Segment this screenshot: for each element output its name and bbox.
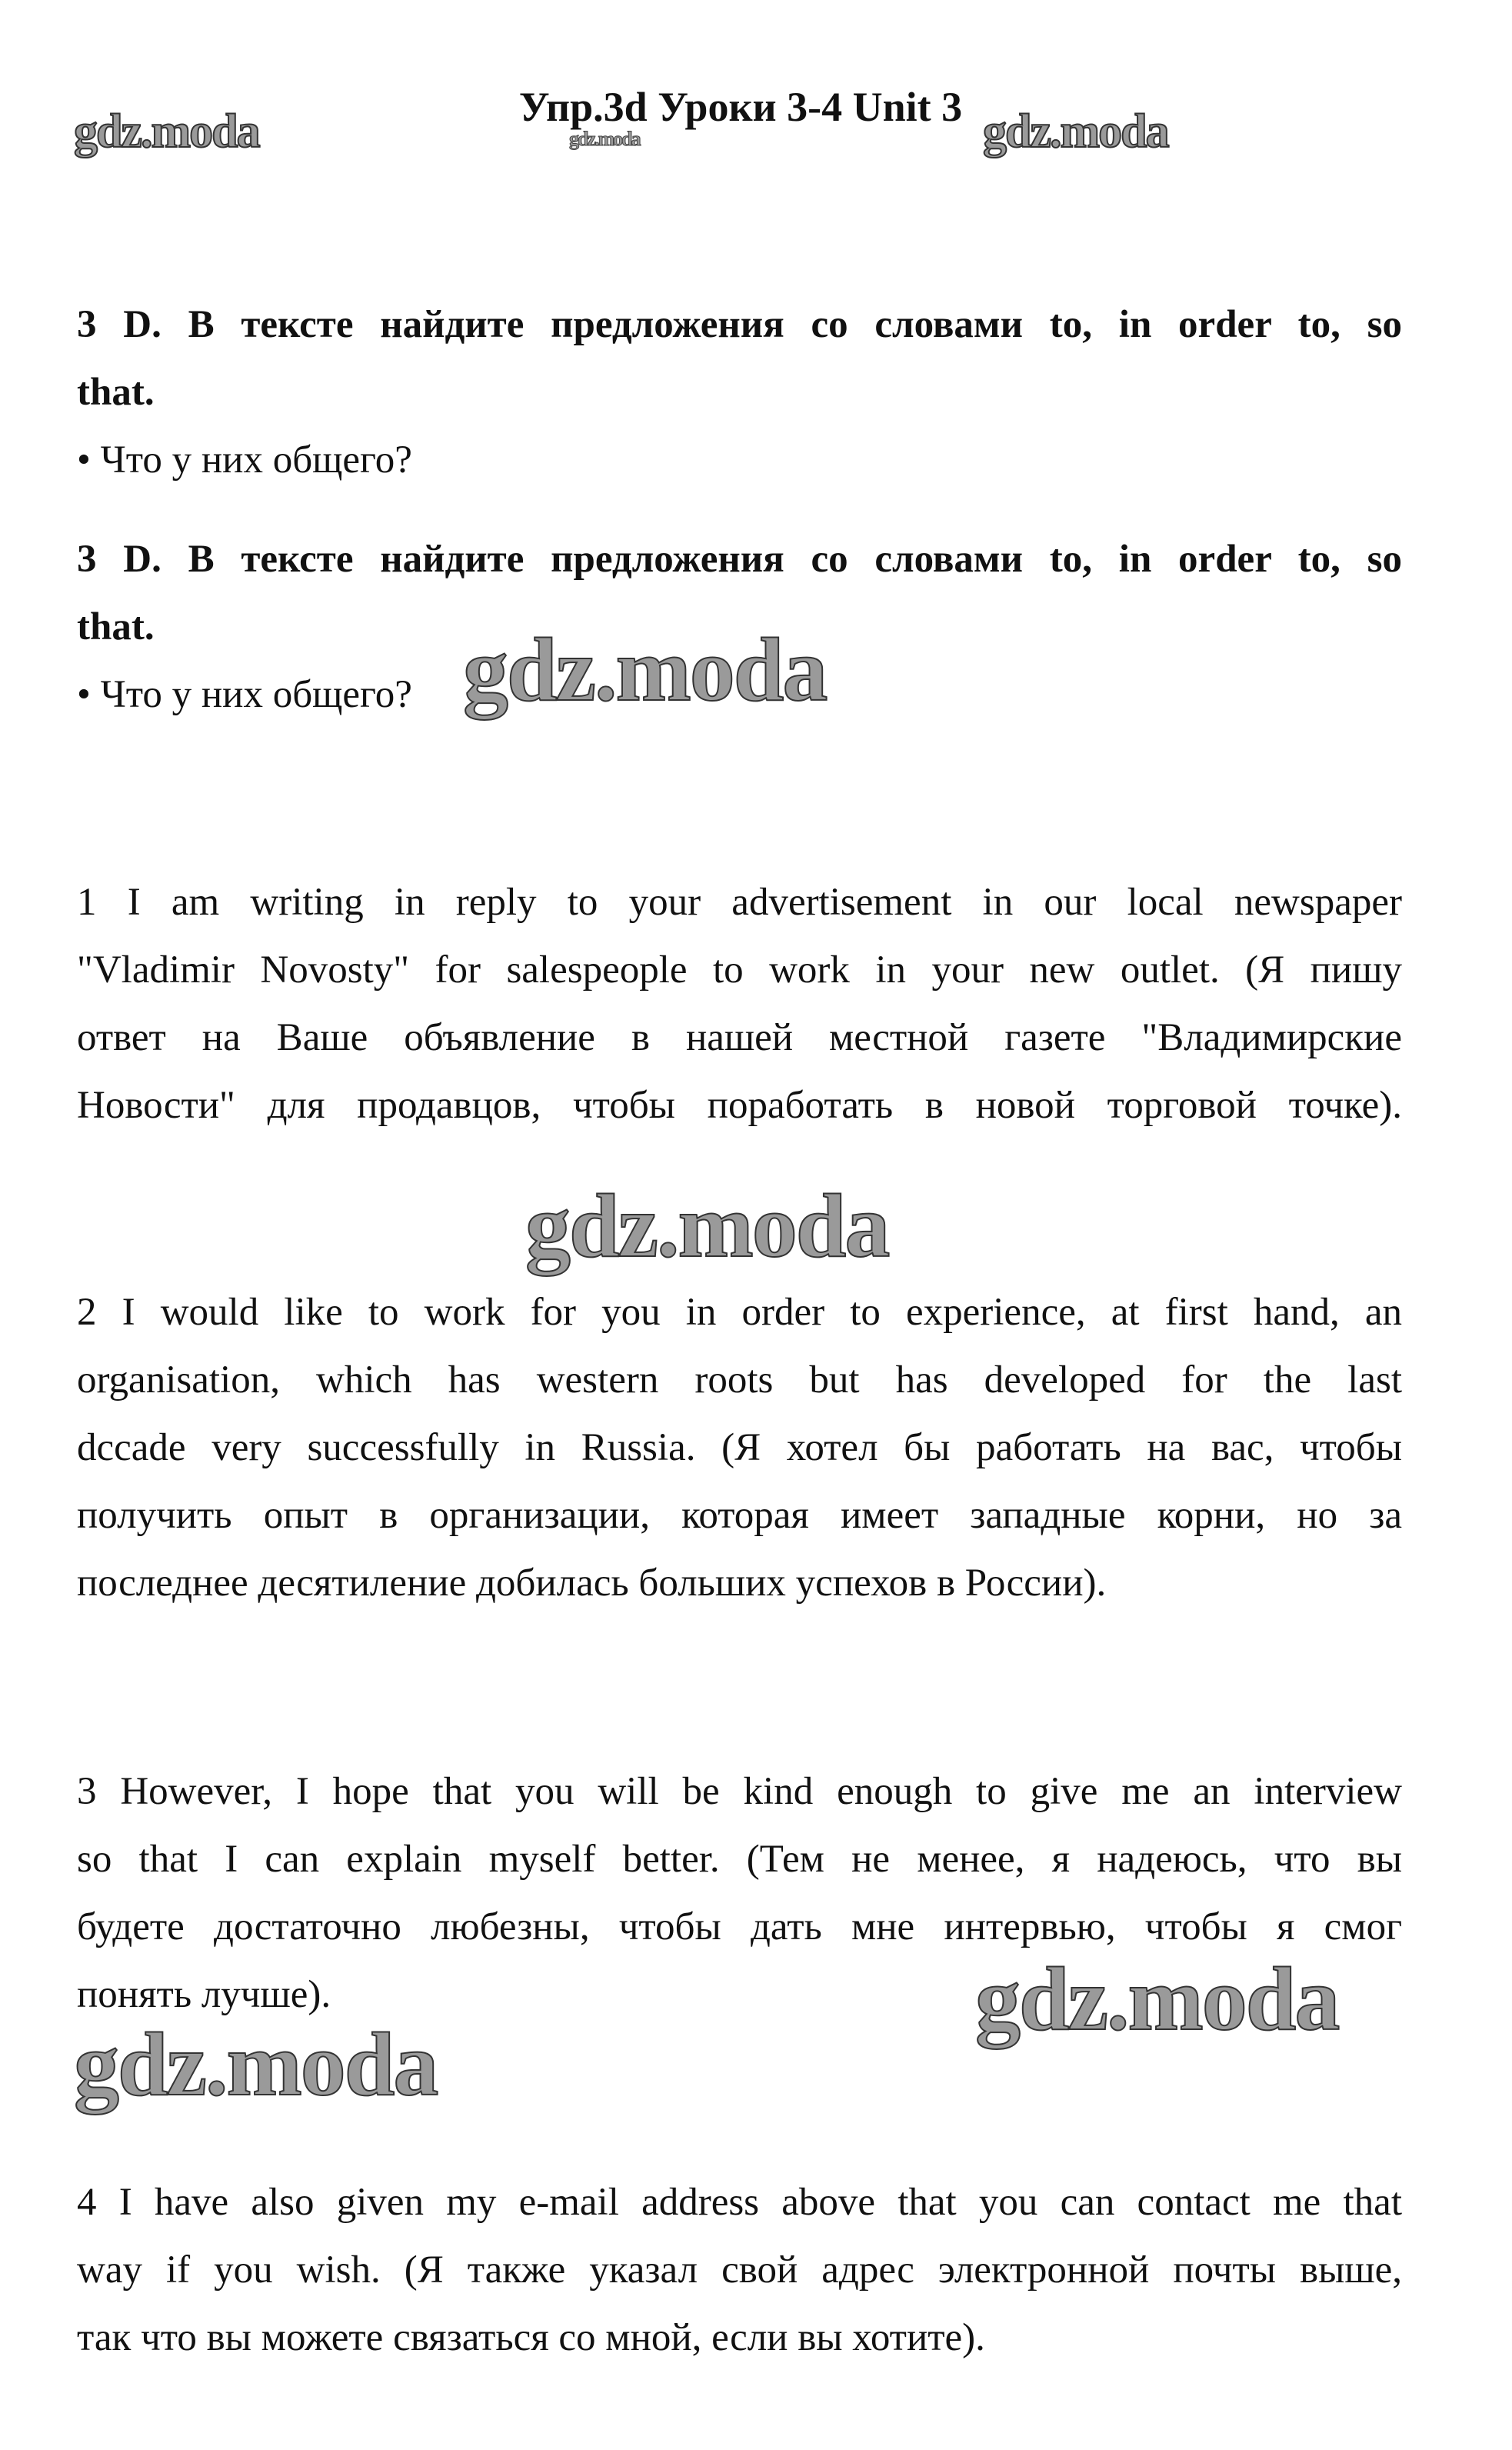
watermark-logo: gdz.moda <box>463 619 827 720</box>
paragraph-line: 4 I have also given my e-mail address above that you can contact me that <box>77 2181 1402 2224</box>
task-bullet: • Что у них общего? <box>77 673 412 716</box>
paragraph-line: organisation, which has western roots but has developed for the last <box>77 1358 1402 1402</box>
paragraph-line: понять лучше). <box>77 1973 331 2016</box>
paragraph-line: dccade very successfully in Russia. (Я хотел бы работать на вас, чтобы <box>77 1426 1402 1469</box>
watermark-logo: gdz.moda <box>74 105 259 158</box>
task-heading-line: that. <box>77 605 155 648</box>
watermark-logo: gdz.moda <box>569 128 640 150</box>
paragraph-line: 2 I would like to work for you in order to experience, at first hand, an <box>77 1291 1402 1334</box>
watermark-logo: gdz.moda <box>975 1948 1339 2049</box>
watermark-logo: gdz.moda <box>525 1175 889 1276</box>
paragraph-line: way if you wish. (Я также указал свой адрес электронной почты выше, <box>77 2248 1402 2292</box>
paragraph-line: так что вы можете связаться со мной, если вы хотите). <box>77 2316 985 2359</box>
paragraph-line: последнее десятиление добилась больших успехов в России). <box>77 1562 1107 1605</box>
paragraph-line: so that I can explain myself better. (Тем не менее, я надеюсь, что вы <box>77 1838 1402 1881</box>
paragraph-line: ответ на Ваше объявление в нашей местной газете "Владимирские <box>77 1016 1402 1059</box>
task-heading-line: 3 D. В тексте найдите предложения со словами to, in order to, so <box>77 538 1402 581</box>
task-heading-line: 3 D. В тексте найдите предложения со словами to, in order to, so <box>77 303 1402 346</box>
page-title: Упр.3d Уроки 3-4 Unit 3 <box>518 84 963 130</box>
task-section-1 <box>77 291 1402 494</box>
answer-paragraph-2 <box>77 1278 1402 1617</box>
task-heading-line: that. <box>77 371 155 414</box>
answer-paragraph-4 <box>77 2168 1402 2372</box>
task-bullet: • Что у них общего? <box>77 438 412 482</box>
paragraph-line: получить опыт в организации, которая имеет западные корни, но за <box>77 1494 1402 1537</box>
watermark-logo: gdz.moda <box>74 2014 438 2115</box>
paragraph-line: 3 However, I hope that you will be kind enough to give me an interview <box>77 1770 1402 1813</box>
paragraph-line: будете достаточно любезны, чтобы дать мне интервью, чтобы я смог <box>77 1905 1402 1948</box>
answer-paragraph-1 <box>77 868 1402 1139</box>
paragraph-line: Новости" для продавцов, чтобы поработать в новой торговой точке). <box>77 1084 1402 1127</box>
paragraph-line: "Vladimir Novosty" for salespeople to work in your new outlet. (Я пишу <box>77 948 1402 992</box>
paragraph-line: 1 I am writing in reply to your advertisement in our local newspaper <box>77 881 1402 924</box>
watermark-logo: gdz.moda <box>983 105 1168 158</box>
